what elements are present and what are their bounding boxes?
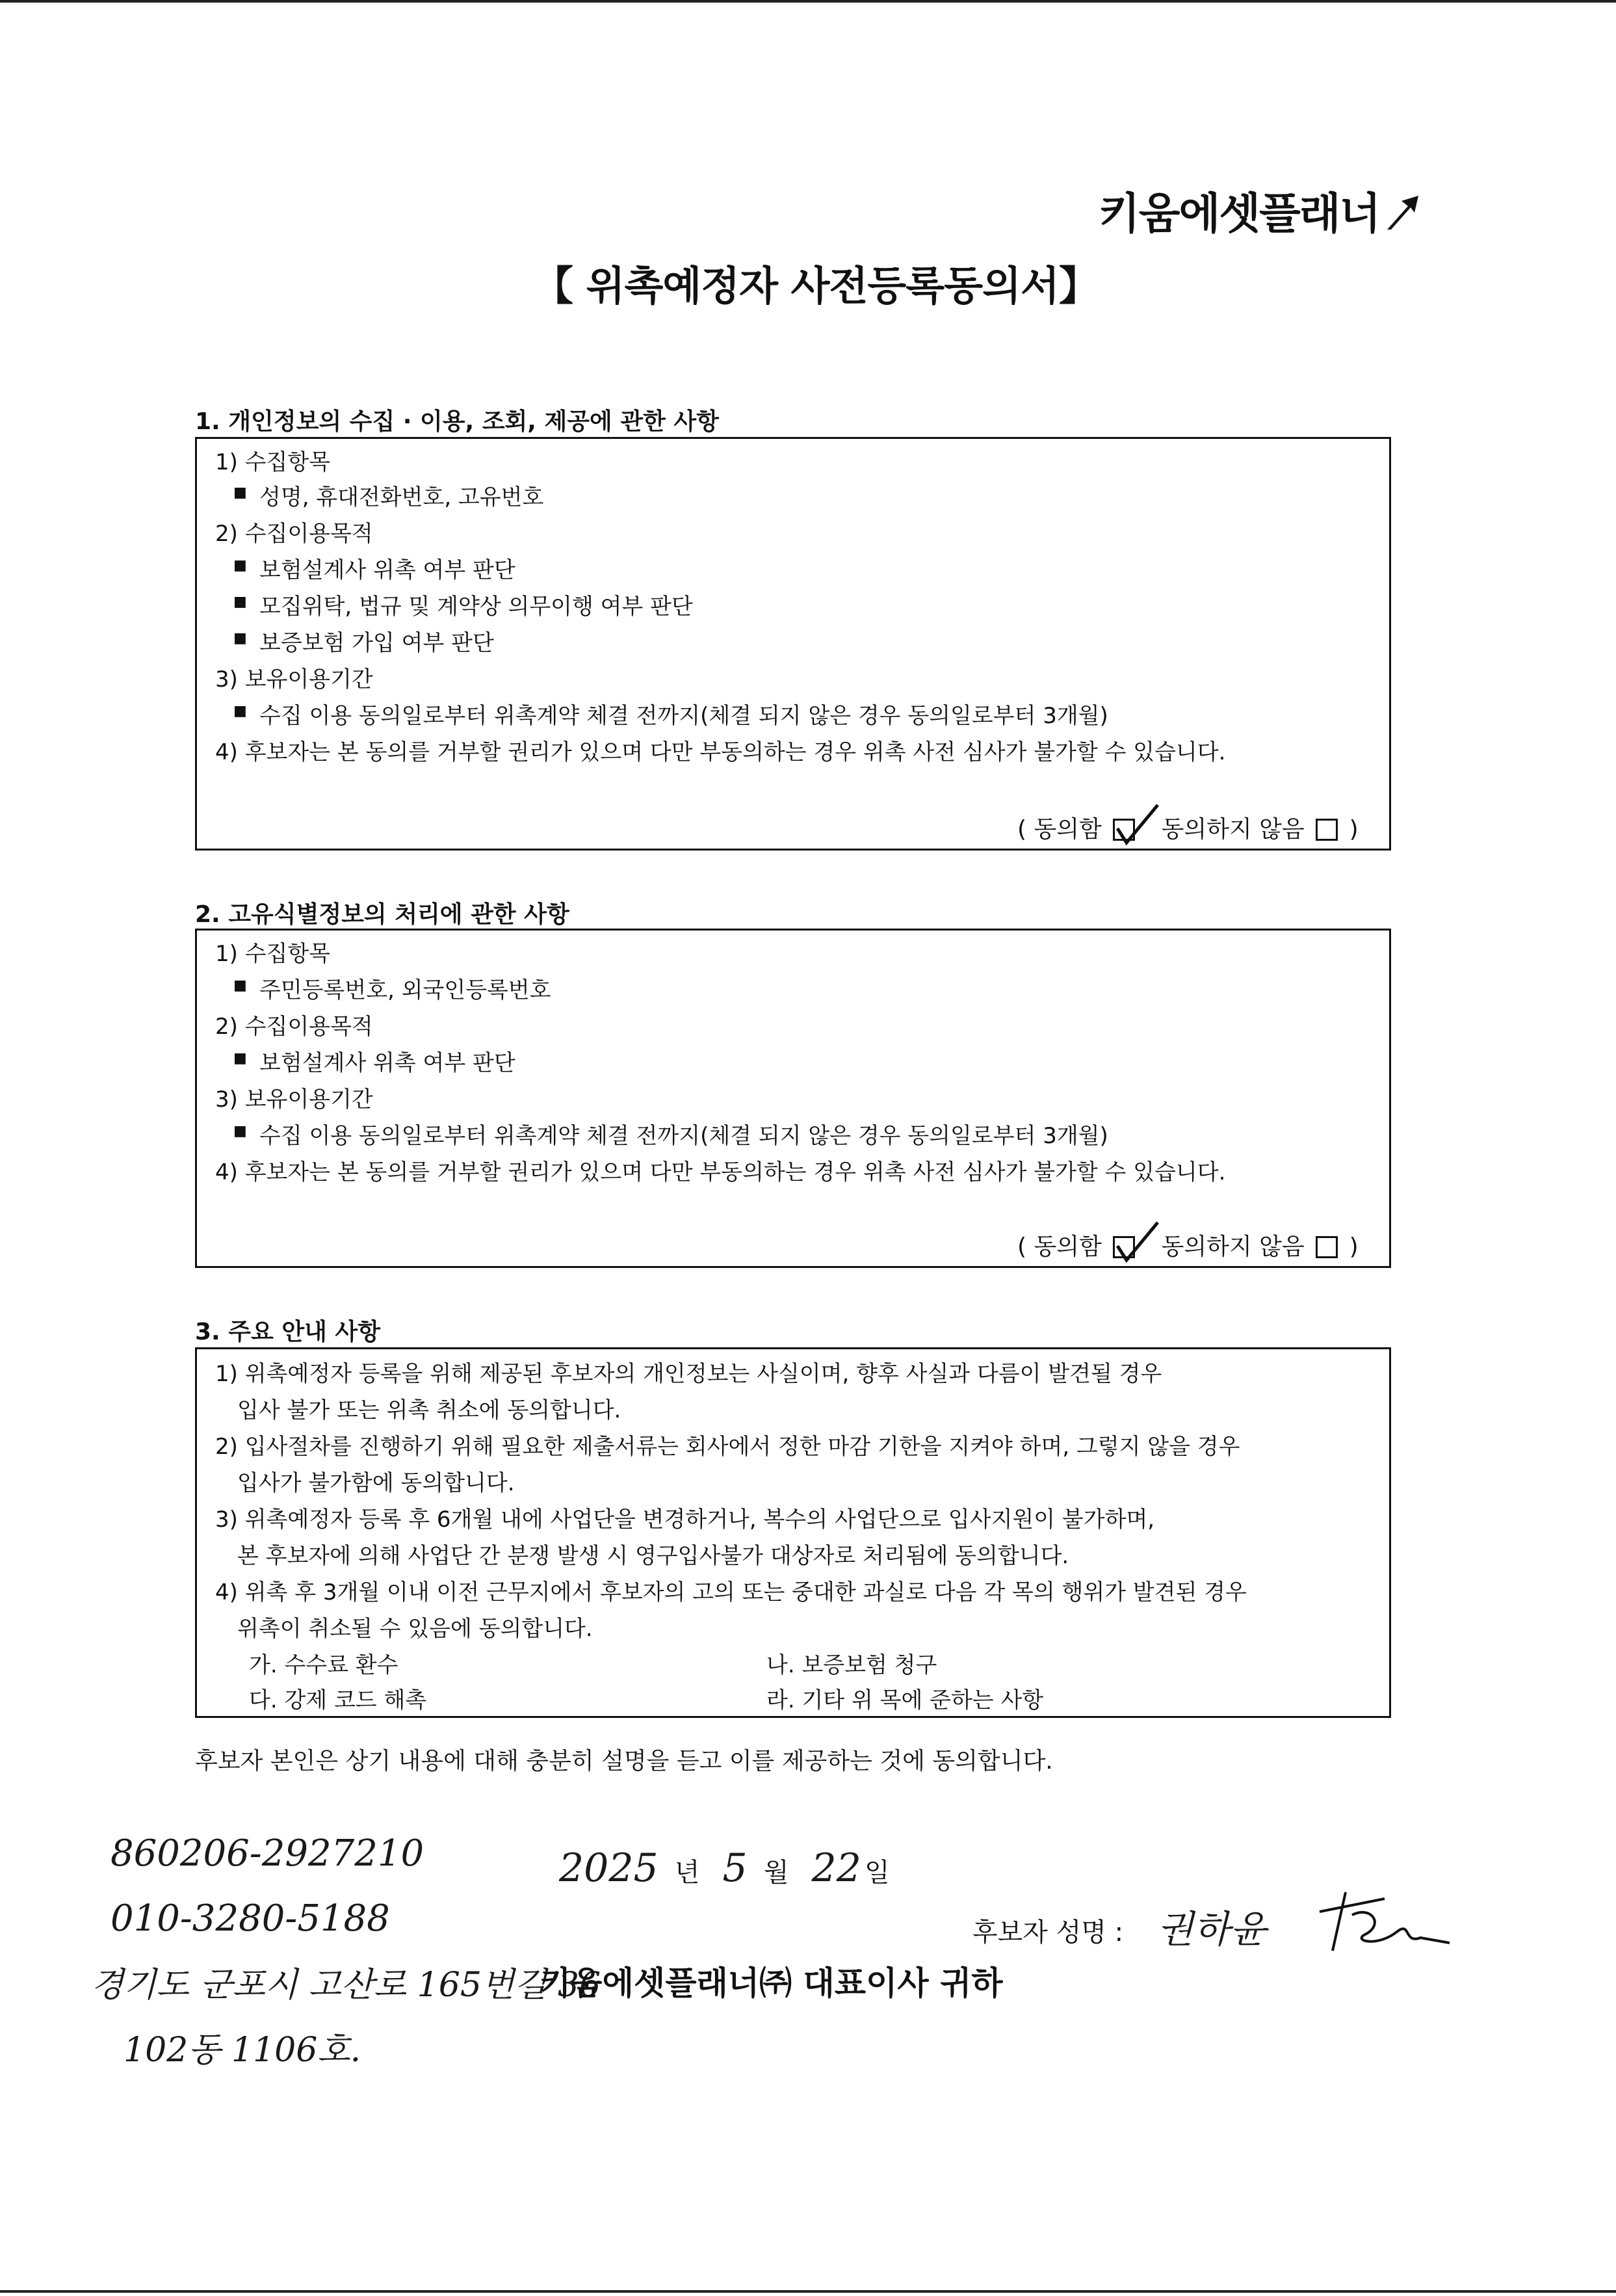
section1-box <box>195 437 1391 851</box>
handwritten-id-number: 860206-2927210 <box>111 1832 424 1875</box>
section2-box <box>195 929 1391 1268</box>
logo-text: 키움에셋플래너 <box>1099 189 1380 239</box>
s1-item: ■ 성명, 휴대전화번호, 고유번호 <box>259 479 543 511</box>
checkmark-icon <box>1111 802 1163 848</box>
s1-item: 1) 수집항목 <box>215 449 331 475</box>
s3-item: 1) 위촉예정자 등록을 위해 제공된 후보자의 개인정보는 사실이며, 향후 사실과 다름이 발견될 경우 <box>215 1361 1162 1387</box>
handwritten-address-1: 경기도 군포시 고산로 165번길 36 <box>91 1966 601 2005</box>
checkmark-icon <box>1111 1220 1163 1265</box>
agree-checkbox-checked[interactable] <box>1113 1236 1135 1258</box>
consent-open: ( 동의함 <box>1017 1234 1102 1260</box>
s2-item: 1) 수집항목 <box>215 941 331 967</box>
s3-item: 4) 위촉 후 3개월 이내 이전 근무지에서 후보자의 고의 또는 중대한 과실로 다음 각 목의 행위가 발견된 경우 <box>215 1579 1247 1605</box>
s1-item: ■ 보증보험 가입 여부 판단 <box>259 625 494 657</box>
day-label: 일 <box>865 1858 890 1888</box>
s2-item: 3) 보유이용기간 <box>215 1087 373 1113</box>
top-border-line <box>0 0 1616 3</box>
signature-scribble <box>1307 1886 1456 1957</box>
section1-heading: 1. 개인정보의 수집 · 이용, 조회, 제공에 관한 사항 <box>195 408 719 435</box>
agreement-statement: 후보자 본인은 상기 내용에 대해 충분히 설명을 듣고 이를 제공하는 것에 동의합니다. <box>195 1748 1053 1775</box>
month-label: 월 <box>763 1858 789 1888</box>
s1-item: ■ 보험설계사 위촉 여부 판단 <box>259 552 515 584</box>
year-label: 년 <box>674 1858 700 1888</box>
date-line <box>559 1845 890 1891</box>
handwritten-day: 22 <box>811 1845 861 1891</box>
handwritten-phone: 010-3280-5188 <box>111 1897 390 1940</box>
agree-checkbox-checked[interactable] <box>1113 819 1135 841</box>
s3-item: 입사 불가 또는 위촉 취소에 동의합니다. <box>237 1397 621 1423</box>
s2-consent <box>1017 1228 1359 1261</box>
s3-subitem: 다. 강제 코드 해촉 <box>249 1687 427 1713</box>
addressee: 키움에셋플래너㈜ 대표이사 귀하 <box>540 1964 1003 2002</box>
s3-item: 본 후보자에 의해 사업단 간 분쟁 발생 시 영구입사불가 대상자로 처리됨에 동의합니다. <box>237 1543 1069 1569</box>
s1-item: 2) 수집이용목적 <box>215 521 373 547</box>
document-title: 【 위촉예정자 사전등록동의서】 <box>533 262 1099 310</box>
signature-label: 후보자 성명 : <box>972 1918 1124 1947</box>
s1-consent <box>1017 811 1359 844</box>
section2-heading: 2. 고유식별정보의 처리에 관한 사항 <box>195 901 569 928</box>
consent-close: ) <box>1349 1234 1359 1260</box>
arrow-icon <box>1382 193 1421 232</box>
disagree-label: 동의하지 않음 <box>1161 816 1305 843</box>
handwritten-month: 5 <box>722 1845 748 1891</box>
consent-open: ( 동의함 <box>1017 816 1102 843</box>
disagree-label: 동의하지 않음 <box>1161 1234 1305 1260</box>
s3-item: 입사가 불가함에 동의합니다. <box>237 1470 515 1496</box>
s2-item: ■ 보험설계사 위촉 여부 판단 <box>259 1045 515 1077</box>
s3-item: 위촉이 취소될 수 있음에 동의합니다. <box>237 1616 593 1642</box>
s1-item: ■ 수집 이용 동의일로부터 위촉계약 체결 전까지(체결 되지 않은 경우 동의일로부터 3개월) <box>259 698 1108 730</box>
disagree-checkbox[interactable] <box>1316 1236 1338 1258</box>
s1-item: ■ 모집위탁, 법규 및 계약상 의무이행 여부 판단 <box>259 588 693 620</box>
section3-box <box>195 1347 1391 1718</box>
handwritten-candidate-name: 권하윤 <box>1157 1907 1267 1951</box>
company-logo <box>1099 179 1421 241</box>
s2-item: 2) 수집이용목적 <box>215 1014 373 1040</box>
s2-item: 4) 후보자는 본 동의를 거부할 권리가 있으며 다만 부동의하는 경우 위촉 사전 심사가 불가할 수 있습니다. <box>215 1159 1226 1185</box>
bottom-border-line <box>0 2290 1616 2293</box>
s2-item: ■ 주민등록번호, 외국인등록번호 <box>259 972 551 1004</box>
s3-subitem: 나. 보증보험 청구 <box>766 1652 937 1678</box>
section3-heading: 3. 주요 안내 사항 <box>195 1319 380 1345</box>
s1-item: 3) 보유이용기간 <box>215 666 373 693</box>
s3-item: 3) 위촉예정자 등록 후 6개월 내에 사업단을 변경하거나, 복수의 사업단으로 입사지원이 불가하며, <box>215 1507 1155 1533</box>
disagree-checkbox[interactable] <box>1316 819 1338 841</box>
s3-item: 2) 입사절차를 진행하기 위해 필요한 제출서류는 회사에서 정한 마감 기한을 지켜야 하며, 그렇지 않을 경우 <box>215 1434 1240 1460</box>
s1-item: 4) 후보자는 본 동의를 거부할 권리가 있으며 다만 부동의하는 경우 위촉 사전 심사가 불가할 수 있습니다. <box>215 739 1226 765</box>
s3-subitem: 가. 수수료 환수 <box>249 1652 398 1678</box>
s2-item: ■ 수집 이용 동의일로부터 위촉계약 체결 전까지(체결 되지 않은 경우 동의일로부터 3개월) <box>259 1118 1108 1150</box>
handwritten-address-2: 102동 1106호. <box>124 2031 361 2070</box>
consent-close: ) <box>1349 816 1359 843</box>
s3-subitem: 라. 기타 위 목에 준하는 사항 <box>766 1687 1044 1713</box>
handwritten-year: 2025 <box>559 1845 658 1891</box>
